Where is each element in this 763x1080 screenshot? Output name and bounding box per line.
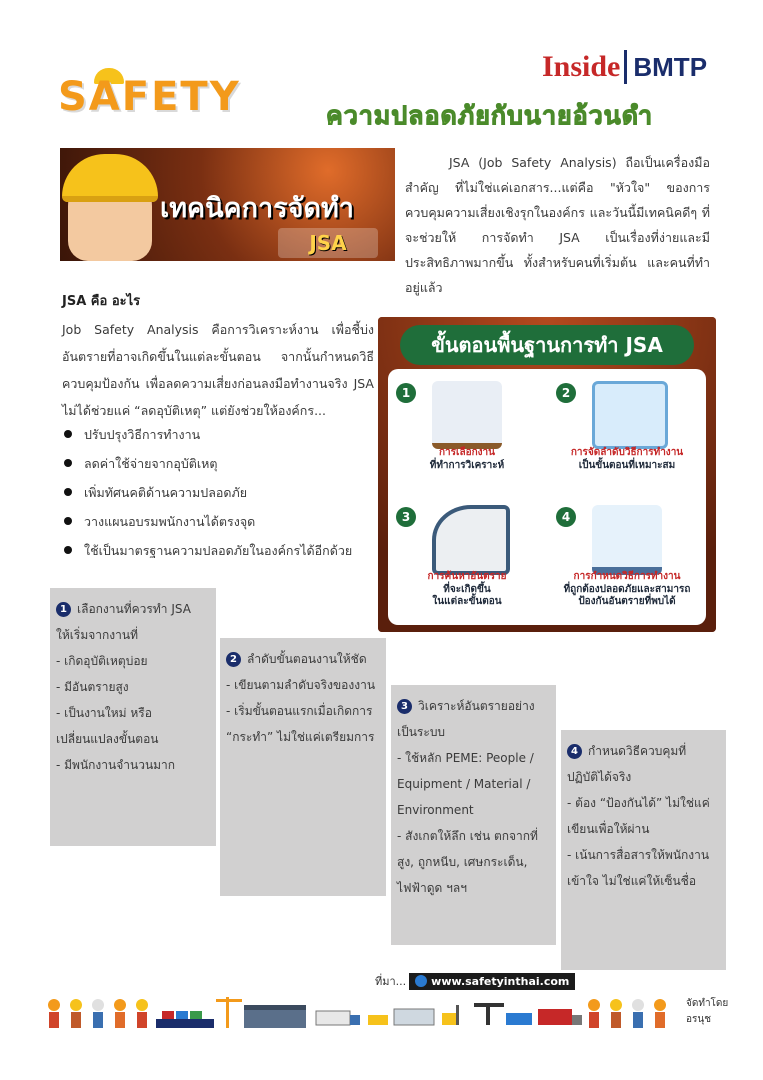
list-item: ใช้เป็นมาตรฐานความปลอดภัยในองค์กรได้อีกด้วย xyxy=(62,536,382,565)
step-card-2 xyxy=(220,638,386,896)
card-line: เป็นระบบ xyxy=(397,725,446,739)
card-line: - ต้อง “ป้องกันได้” ไม่ใช่แค่ xyxy=(567,796,710,810)
card-line: - เริ่มขั้นตอนแรกเมื่อเกิดการ xyxy=(226,704,373,718)
ship-illustration xyxy=(156,1011,214,1028)
worker-table-icon xyxy=(432,381,502,449)
intro-paragraph: JSA (Job Safety Analysis) ถือเป็นเครื่องมือสำคัญ ที่ไม่ใช่แค่เอกสาร...แต่คือ "หัวใจ" ของการควบคุมความเสี่ยงเชิงรุกในองค์กร และวันนี้มีเทคนิคดีๆ ที่จะช่วยให้ การจัดทำ JSA เป็นเรื่องที่ง่ายและมีประสิทธิภาพมากขึ้น ทั้งสำหรับคนที่เริ่มต้น และคนที่ทำอยู่แล้ว xyxy=(405,155,710,295)
footer-illustration-strip xyxy=(44,995,680,1031)
card-line: - สังเกตให้ลึก เช่น ตกจากที่ xyxy=(397,829,538,843)
card-line: ไฟฟ้าดูด ฯลฯ xyxy=(397,881,467,895)
step-4 xyxy=(552,501,702,619)
card-line: - ใช้หลัก PEME: People / xyxy=(397,751,534,765)
workers-illustration-right xyxy=(588,999,666,1028)
insidebmtp-logo xyxy=(542,44,722,90)
step-3 xyxy=(392,501,542,619)
card-title: 1 เลือกงานที่ควรทำ JSA xyxy=(56,596,210,622)
infographic-panel xyxy=(388,369,706,625)
step-number-badge: 1 xyxy=(56,602,71,617)
source-line xyxy=(375,972,575,990)
card-line: “กระทำ” ไม่ใช่แค่เตรียมการ xyxy=(226,730,375,744)
reach-stacker-illustration xyxy=(474,1003,532,1025)
truck-container-illustration xyxy=(538,1009,582,1025)
credit-label: จัดทำโดย xyxy=(686,998,729,1009)
workers-illustration-left xyxy=(48,999,148,1028)
logo-inside-text: Inside xyxy=(542,50,621,83)
card-line: Environment xyxy=(397,803,474,817)
card-line: Equipment / Material / xyxy=(397,777,531,791)
card-line: - เป็นงานใหม่ หรือ xyxy=(56,706,152,720)
logo-bmtp-text: BMTP xyxy=(633,51,708,82)
crane-illustration xyxy=(216,997,242,1028)
banner-tag: JSA xyxy=(278,228,378,258)
card-line: - เขียนตามลำดับจริงของงาน xyxy=(226,678,376,692)
step-card-3 xyxy=(391,685,556,945)
magnifier-machine-icon xyxy=(432,505,510,575)
step-card-1 xyxy=(50,588,216,846)
card-title: 3 วิเคราะห์อันตรายอย่าง xyxy=(397,693,550,719)
step-caption: การจัดลำดับวิธีการทำงาน เป็นขั้นตอนที่เหมาะสม xyxy=(570,447,684,471)
step-number-badge: 3 xyxy=(397,699,412,714)
safety-heading: SAFETY xyxy=(58,74,241,120)
benefits-list xyxy=(62,420,382,565)
list-item: ลดค่าใช้จ่ายจากอุบัติเหตุ xyxy=(62,449,382,478)
card-title: 2 ลำดับขั้นตอนงานให้ชัด xyxy=(226,646,380,672)
credit-author: อรนุช xyxy=(686,1014,711,1025)
logo-divider xyxy=(624,50,627,84)
jsa-steps-infographic xyxy=(378,317,716,632)
step-number: 1 xyxy=(396,383,416,403)
source-label: ที่มา... xyxy=(375,975,407,988)
warehouse-illustration xyxy=(244,1005,306,1028)
card-title: 4 กำหนดวิธีควบคุมที่ xyxy=(567,738,720,764)
step-number: 4 xyxy=(556,507,576,527)
step-2 xyxy=(552,377,702,495)
banner-image xyxy=(60,148,395,261)
card-line: - เกิดอุบัติเหตุบ่อย xyxy=(56,654,148,668)
step-caption: การเลือกงาน ที่ทำการวิเคราะห์ xyxy=(429,447,505,471)
step-number-badge: 4 xyxy=(567,744,582,759)
list-item: ปรับปรุงวิธีการทำงาน xyxy=(62,420,382,449)
list-item: เพิ่มทัศนคติด้านความปลอดภัย xyxy=(62,478,382,507)
infographic-heading: ขั้นตอนพื้นฐานการทำ JSA xyxy=(400,325,694,365)
step-number-badge: 2 xyxy=(226,652,241,667)
card-line: ปฏิบัติได้จริง xyxy=(567,770,632,784)
step-caption: การกำหนดวิธีการทำงาน ที่ถูกต้องปลอดภัยและสามารถ ป้องกันอันตรายที่พบได้ xyxy=(563,571,691,607)
card-line: เขียนเพื่อให้ผ่าน xyxy=(567,822,650,836)
forklift-illustration xyxy=(442,1005,459,1025)
trucks-illustration xyxy=(316,1009,434,1025)
card-line: เปลี่ยนแปลงขั้นตอน xyxy=(56,732,159,746)
card-line: - มีอันตรายสูง xyxy=(56,680,129,694)
step-caption: การค้นหาอันตราย ที่จะเกิดขึ้น ในแต่ละขั้นตอน xyxy=(427,571,507,607)
card-line: - เน้นการสื่อสารให้พนักงาน xyxy=(567,848,710,862)
globe-icon xyxy=(415,975,427,987)
source-url-link[interactable]: www.safetyinthai.com xyxy=(409,973,575,990)
step-number: 3 xyxy=(396,507,416,527)
list-item: วางแผนอบรมพนักงานได้ตรงจุด xyxy=(62,507,382,536)
step-card-4 xyxy=(561,730,726,970)
section-body: Job Safety Analysis คือการวิเคราะห์งาน เพื่อชี้บ่งอันตรายที่อาจเกิดขึ้นในแต่ละขั้นตอน จากนั้นกำหนดวิธีควบคุมป้องกัน เพื่อลดความเสี่ยงก่อนลงมือทำงานจริง JSA ไม่ได้ช่วยแค่ “ลดอุบัติเหตุ” แต่ยังช่วยให้องค์กร... xyxy=(62,322,374,418)
credit-block xyxy=(686,996,728,1028)
flowchart-board-icon xyxy=(592,381,668,449)
section-heading: JSA คือ อะไร xyxy=(62,294,141,309)
step-1 xyxy=(392,377,542,495)
banner-title: เทคนิคการจัดทำ xyxy=(160,193,354,224)
card-line: - มีพนักงานจำนวนมาก xyxy=(56,758,176,772)
production-line-icon xyxy=(592,505,662,575)
card-line: ให้เริ่มจากงานที่ xyxy=(56,628,138,642)
column-title: ความปลอดภัยกับนายอ้วนดำ xyxy=(326,101,654,130)
card-line: เข้าใจ ไม่ใช่แค่ให้เซ็นชื่อ xyxy=(567,874,697,888)
card-line: สูง, ถูกหนีบ, เศษกระเด็น, xyxy=(397,855,528,869)
step-number: 2 xyxy=(556,383,576,403)
